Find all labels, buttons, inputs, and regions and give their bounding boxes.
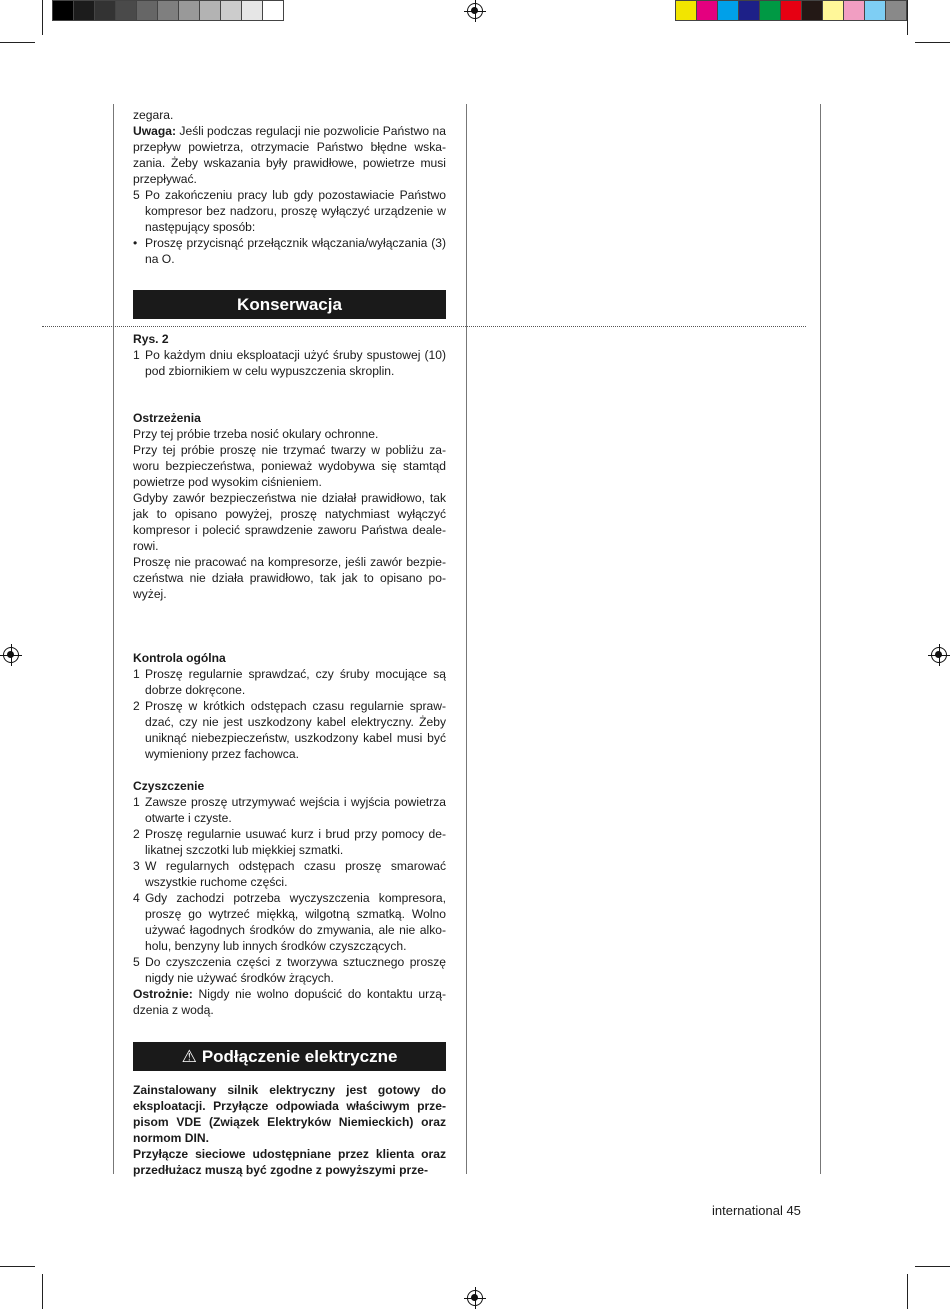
list-text: Proszę regularnie sprawdzać, czy śruby mocujące są dobrze dokręcone. [145, 667, 446, 697]
uwaga-text: Jeśli podczas regulacji nie pozwolicie Państwo na przepływ powietrza, otrzymacie Państwo błędne wska-zania. Żeby wskazania były prawidłowe, powietrze musi przepływać. [133, 124, 446, 186]
list-text: Po zakończeniu pracy lub gdy pozostawiacie Państwo kompresor bez nadzoru, proszę wyłączyć urządzenie w następujący sposób: [145, 188, 446, 234]
middle-column-rule [466, 104, 467, 1174]
color-swatch [136, 0, 158, 21]
list-text: Proszę regularnie usuwać kurz i brud przy pomocy de-likatnej szczotki lub miękkiej szmatki. [145, 827, 446, 857]
color-swatch [94, 0, 116, 21]
list-number: 4 [133, 891, 140, 905]
paragraph: Przy tej próbie trzeba nosić okulary ochronne. [133, 427, 379, 441]
list-item [133, 826, 446, 858]
list-text: Po każdym dniu eksploatacji użyć śruby spustowej (10) pod zbiornikiem w celu wypuszczenia skroplin. [145, 348, 446, 378]
list-number: 1 [133, 667, 140, 681]
color-swatch [759, 0, 781, 21]
page-footer [712, 1203, 801, 1218]
list-item [133, 954, 446, 986]
list-item [133, 666, 446, 698]
crop-mark [0, 42, 35, 43]
cleaning-heading: Czyszczenie [133, 779, 205, 793]
list-item [133, 890, 446, 954]
crop-mark [915, 42, 950, 43]
color-swatch [864, 0, 886, 21]
paragraph: Proszę nie pracować na kompresorze, jeśli zawór bezpie-czeństwa nie działa prawidłowo, tak jak to opisano po-wyżej. [133, 555, 446, 601]
warnings-block [133, 410, 446, 602]
cmyk-color-bar [675, 0, 906, 21]
registration-mark-top [467, 3, 483, 19]
crop-mark [915, 1266, 950, 1267]
list-text: Gdy zachodzi potrzeba wyczyszczenia kompresora, proszę go wytrzeć miękką, wilgotną szmatką. Wolno używać łagodnych środków do zmywania, ale nie alko-holu, benzyny lub innych środków czyszczących. [145, 891, 446, 953]
grayscale-color-bar [52, 0, 283, 21]
list-number: 5 [133, 188, 140, 202]
color-swatch [801, 0, 823, 21]
color-swatch [73, 0, 95, 21]
paragraph: Przy tej próbie proszę nie trzymać twarzy w pobliżu za-woru bezpieczeństwa, ponieważ wydobywa się stamtąd powietrze pod wysokim ciśnieniem. [133, 443, 446, 489]
uwaga-note [133, 123, 446, 187]
registration-mark-bottom [467, 1290, 483, 1306]
list-number: 3 [133, 859, 140, 873]
color-swatch [262, 0, 284, 21]
list-text: W regularnych odstępach czasu proszę smarować wszystkie ruchome części. [145, 859, 446, 889]
section-heading-electrical [133, 1042, 446, 1071]
page-number: 45 [786, 1203, 801, 1218]
color-swatch [696, 0, 718, 21]
color-swatch [738, 0, 760, 21]
list-text: Zawsze proszę utrzymywać wejścia i wyjścia powietrza otwarte i czyste. [145, 795, 446, 825]
footer-label: international [712, 1203, 783, 1218]
list-item [133, 347, 446, 379]
color-swatch [199, 0, 221, 21]
list-text: Do czyszczenia części z tworzywa sztucznego proszę nigdy nie używać środków żrących. [145, 955, 446, 985]
konserwacja-block [133, 331, 446, 379]
color-swatch [115, 0, 137, 21]
electrical-block [133, 1082, 446, 1178]
list-number: 2 [133, 827, 140, 841]
list-text: Proszę w krótkich odstępach czasu regularnie spraw-dzać, czy nie jest uszkodzony kabel elektryczny. Żeby uniknąć niebezpieczeństw, uszkodzony kabel musi być wymieniony przez fachowca. [145, 699, 446, 761]
list-number: 1 [133, 348, 140, 362]
list-item [133, 187, 446, 235]
uwaga-label: Uwaga: [133, 124, 177, 138]
list-item [133, 794, 446, 826]
crop-mark [42, 0, 43, 35]
registration-mark-right [931, 647, 947, 663]
bullet-icon: • [133, 236, 138, 250]
list-number: 1 [133, 795, 140, 809]
color-swatch [822, 0, 844, 21]
registration-mark-left [3, 647, 19, 663]
list-number: 2 [133, 699, 140, 713]
caution-note [133, 986, 446, 1018]
caution-label: Ostrożnie: [133, 987, 193, 1001]
crop-mark [907, 0, 908, 35]
left-column-rule [113, 104, 114, 1174]
warning-triangle-icon: ⚠ [181, 1046, 197, 1066]
color-swatch [717, 0, 739, 21]
section-title: Podłączenie elektryczne [201, 1046, 398, 1066]
caution-text: Nigdy nie wolno dopuścić do kontaktu urzą-dzenia z wodą. [133, 987, 446, 1017]
paragraph: Gdyby zawór bezpieczeństwa nie działał prawidłowo, tak jak to opisano powyżej, proszę natychmiast wyłączyć kompresor i polecić sprawdzenie zaworu Państwa deale-rowi. [133, 491, 446, 553]
paragraph: Przyłącze sieciowe udostępniane przez klienta oraz przedłużacz muszą być zgodne z powyższymi prze- [133, 1147, 446, 1177]
crop-mark [0, 1266, 35, 1267]
color-swatch [157, 0, 179, 21]
color-swatch [885, 0, 907, 21]
list-item [133, 858, 446, 890]
color-swatch [780, 0, 802, 21]
section-heading-konserwacja: Konserwacja [133, 290, 446, 319]
intro-block [133, 107, 446, 267]
color-swatch [178, 0, 200, 21]
general-check-heading: Kontrola ogólna [133, 651, 226, 665]
text-line: zegara. [133, 108, 174, 122]
color-swatch [241, 0, 263, 21]
right-column-rule [820, 104, 821, 1174]
color-swatch [52, 0, 74, 21]
paragraph: Zainstalowany silnik elektryczny jest gotowy do eksploatacji. Przyłącze odpowiada właściwym prze-pisom VDE (Związek Elektryków Niemieckich) oraz normom DIN. [133, 1083, 446, 1145]
list-number: 5 [133, 955, 140, 969]
crop-mark [907, 1274, 908, 1309]
warnings-heading: Ostrzeżenia [133, 411, 201, 425]
list-text: Proszę przycisnąć przełącznik włączania/wyłączania (3) na O. [145, 236, 446, 266]
color-swatch [675, 0, 697, 21]
bullet-item [133, 235, 446, 267]
general-check-block [133, 650, 446, 762]
crop-mark [42, 1274, 43, 1309]
list-item [133, 698, 446, 762]
figure-reference: Rys. 2 [133, 332, 169, 346]
color-swatch [843, 0, 865, 21]
color-swatch [220, 0, 242, 21]
cleaning-block [133, 778, 446, 1018]
fold-line [42, 326, 806, 327]
